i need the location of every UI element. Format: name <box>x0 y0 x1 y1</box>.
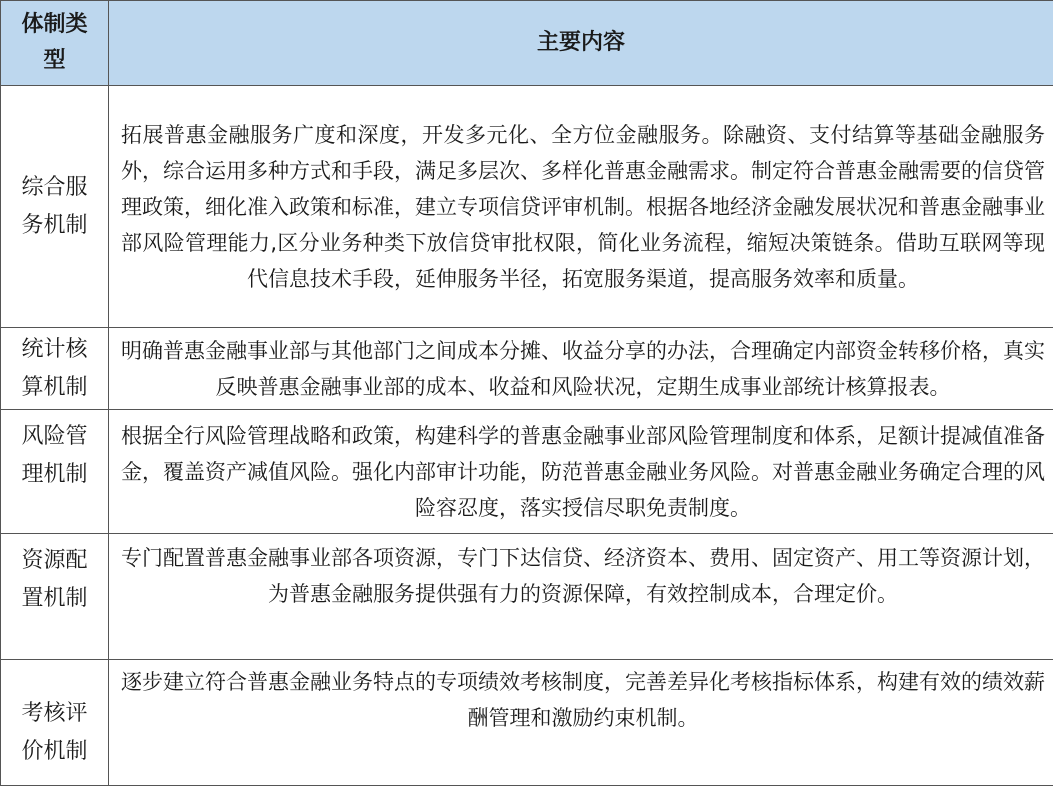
table-row <box>1 534 1053 660</box>
mechanism-content: 逐步建立符合普惠金融业务特点的专项绩效考核制度，完善差异化考核指标体系，构建有效的绩效薪酬管理和激励约束机制。 <box>109 660 1053 786</box>
mechanism-content: 专门配置普惠金融事业部各项资源，专门下达信贷、经济资本、费用、固定资产、用工等资源计划，为普惠金融服务提供强有力的资源保障，有效控制成本，合理定价。 <box>109 534 1053 660</box>
mechanism-content: 明确普惠金融事业部与其他部门之间成本分摊、收益分享的办法，合理确定内部资金转移价格，真实反映普惠金融事业部的成本、收益和风险状况，定期生成事业部统计核算报表。 <box>109 328 1053 410</box>
table-row <box>1 328 1053 410</box>
mechanism-type: 综合服务机制 <box>1 86 109 328</box>
mechanism-content: 拓展普惠金融服务广度和深度，开发多元化、全方位金融服务。除融资、支付结算等基础金融服务外，综合运用多种方式和手段，满足多层次、多样化普惠金融需求。制定符合普惠金融需要的信贷管理政策，细化准入政策和标准，建立专项信贷评审机制。根据各地经济金融发展状况和普惠金融事业部风险管理能力,区分业务种类下放信贷审批权限，简化业务流程，缩短决策链条。借助互联网等现代信息技术手段，延伸服务半径，拓宽服务渠道，提高服务效率和质量。 <box>109 86 1053 328</box>
header-type: 体制类型 <box>1 1 109 86</box>
header-row <box>1 1 1053 86</box>
mechanism-type: 考核评价机制 <box>1 660 109 786</box>
table-row <box>1 410 1053 534</box>
header-content: 主要内容 <box>109 1 1053 86</box>
mechanism-content: 根据全行风险管理战略和政策，构建科学的普惠金融事业部风险管理制度和体系，足额计提减值准备金，覆盖资产减值风险。强化内部审计功能，防范普惠金融业务风险。对普惠金融业务确定合理的风险容忍度，落实授信尽职免责制度。 <box>109 410 1053 534</box>
mechanism-type: 风险管理机制 <box>1 410 109 534</box>
mechanism-type: 资源配置机制 <box>1 534 109 660</box>
mechanism-type: 统计核算机制 <box>1 328 109 410</box>
table-row <box>1 660 1053 786</box>
table-row <box>1 86 1053 328</box>
